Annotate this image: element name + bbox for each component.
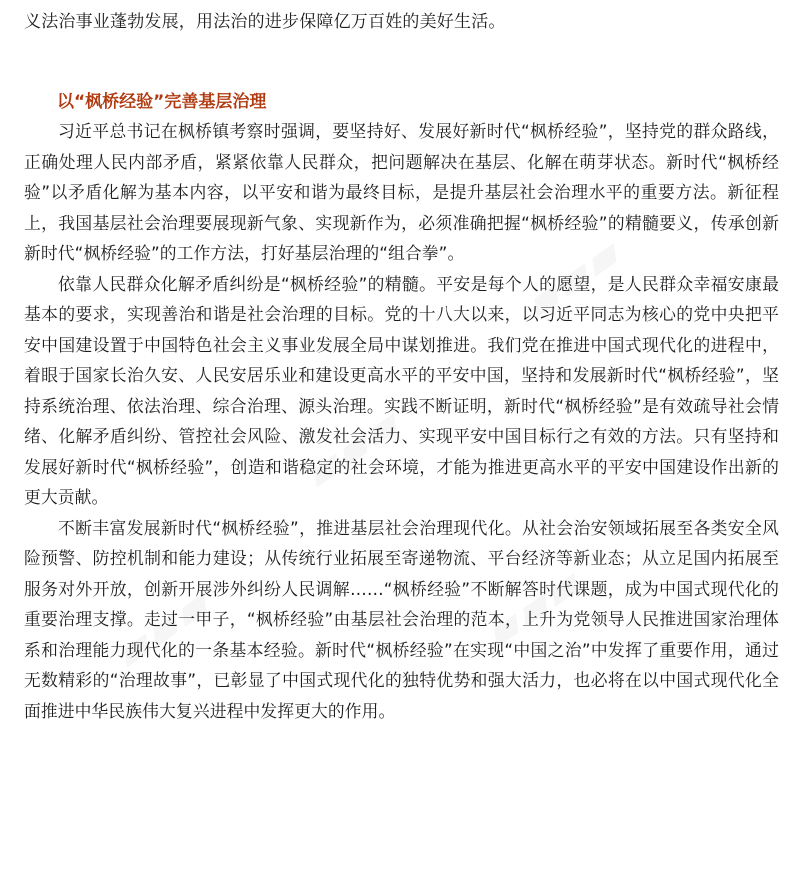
paragraph-1: 习近平总书记在枫桥镇考察时强调，要坚持好、发展好新时代“枫桥经验”，坚持党的群众路线，正确处理人民内部矛盾，紧紧依靠人民群众，把问题解决在基层、化解在萌芽状态。新时代“枫桥经验”以矛盾化解为基本内容，以平安和谐为最终目标，是提升基层社会治理水平的重要方法。新征程上，我国基层社会治理要展现新气象、实现新作为，必须准确把握“枫桥经验”的精髓要义，传承创新新时代“枫桥经验”的工作方法，打好基层治理的“组合拳”。 — [24, 121, 779, 263]
paragraph-3: 不断丰富发展新时代“枫桥经验”，推进基层社会治理现代化。从社会治安领域拓展至各类安全风险预警、防控机制和能力建设；从传统行业拓展至寄递物流、平台经济等新业态；从立足国内拓展至服务对外开放，创新开展涉外纠纷人民调解……“枫桥经验”不断解答时代课题，成为中国式现代化的重要治理支撑。走过一甲子，“枫桥经验”由基层社会治理的范本，上升为党领导人民推进国家治理体系和治理能力现代化的一条基本经验。新时代“枫桥经验”在实现“中国之治”中发挥了重要作用，通过无数精彩的“治理故事”，已彰显了中国式现代化的独特优势和强大活力，也必将在以中国式现代化全面推进中华民族伟大复兴进程中发挥更大的作用。 — [24, 517, 779, 721]
section-heading: 以“枫桥经验”完善基层治理 — [57, 92, 267, 112]
article-body — [24, 116, 779, 726]
paragraph-2: 依靠人民群众化解矛盾纠纷是“枫桥经验”的精髓。平安是每个人的愿望，是人民群众幸福安康最基本的要求，实现善治和谐是社会治理的目标。党的十八大以来，以习近平同志为核心的党中央把平安中国建设置于中国特色社会主义事业发展全局中谋划推进。我们党在推进中国式现代化的进程中，着眼于国家长治久安、人民安居乐业和建设更高水平的平安中国，坚持和发展新时代“枫桥经验”，坚持系统治理、依法治理、综合治理、源头治理。实践不断证明，新时代“枫桥经验”是有效疏导社会情绪、化解矛盾纠纷、管控社会风险、激发社会活力、实现平安中国目标行之有效的方法。只有坚持和发展好新时代“枫桥经验”，创造和谐稳定的社会环境，才能为推进更高水平的平安中国建设作出新的更大贡献。 — [24, 273, 779, 507]
lead-line: 义法治事业蓬勃发展，用法治的进步保障亿万百姓的美好生活。 — [24, 12, 506, 32]
